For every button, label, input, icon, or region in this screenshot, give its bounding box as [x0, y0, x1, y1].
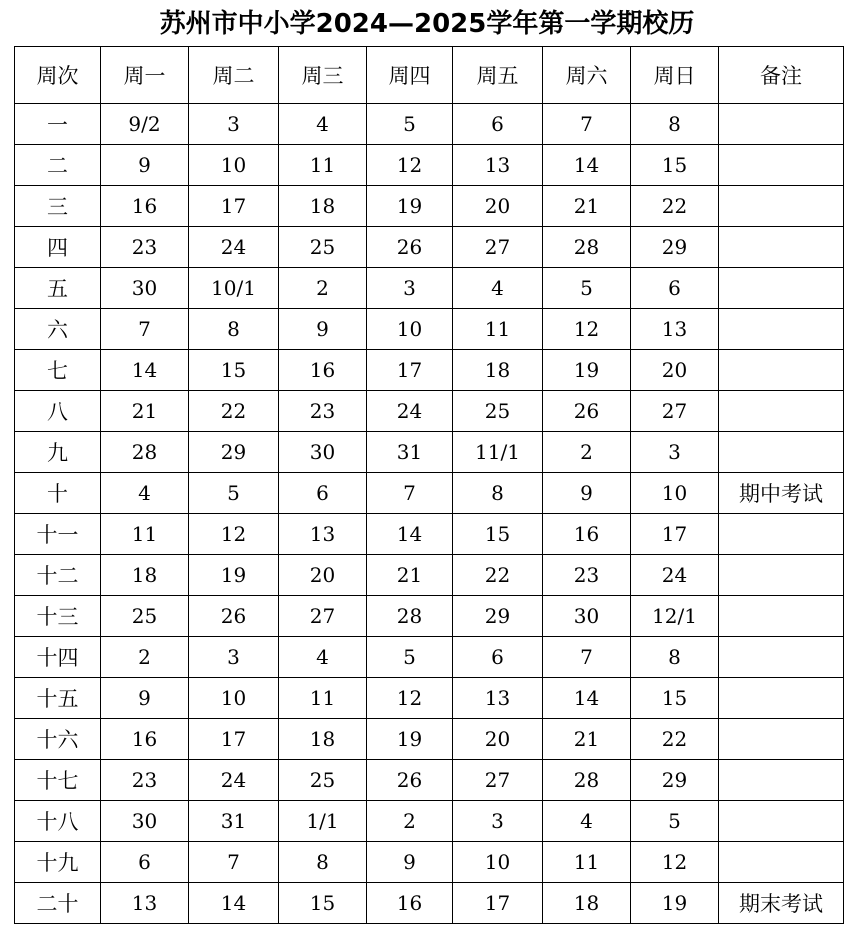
- header-thu: 周四: [367, 47, 453, 104]
- week-number-cell: 十二: [15, 555, 101, 596]
- week-number-cell: 九: [15, 432, 101, 473]
- date-cell-mon: 16: [101, 719, 189, 760]
- date-cell-mon: 11: [101, 514, 189, 555]
- table-row: [15, 350, 844, 391]
- date-cell-wed: 2: [279, 268, 367, 309]
- date-cell-sat: 28: [543, 227, 631, 268]
- date-cell-sat: 9: [543, 473, 631, 514]
- header-row: [15, 47, 844, 104]
- date-cell-sun: 17: [631, 514, 719, 555]
- week-number-cell: 十四: [15, 637, 101, 678]
- date-cell-fri: 18: [453, 350, 543, 391]
- date-cell-fri: 13: [453, 145, 543, 186]
- date-cell-tue: 29: [189, 432, 279, 473]
- calendar-title: 苏州市中小学2024—2025学年第一学期校历: [159, 9, 695, 39]
- date-cell-thu: 24: [367, 391, 453, 432]
- week-number-cell: 一: [15, 104, 101, 145]
- notes-cell: [719, 801, 844, 842]
- table-row: [15, 637, 844, 678]
- date-cell-sat: 21: [543, 719, 631, 760]
- date-cell-mon: 9: [101, 678, 189, 719]
- date-cell-sat: 18: [543, 883, 631, 924]
- table-row: [15, 719, 844, 760]
- week-number-cell: 七: [15, 350, 101, 391]
- date-cell-mon: 2: [101, 637, 189, 678]
- date-cell-thu: 26: [367, 760, 453, 801]
- date-cell-thu: 17: [367, 350, 453, 391]
- date-cell-tue: 3: [189, 104, 279, 145]
- date-cell-sun: 8: [631, 104, 719, 145]
- week-number-cell: 四: [15, 227, 101, 268]
- date-cell-tue: 17: [189, 186, 279, 227]
- notes-cell: [719, 309, 844, 350]
- table-row: [15, 760, 844, 801]
- date-cell-sat: 14: [543, 678, 631, 719]
- date-cell-wed: 20: [279, 555, 367, 596]
- date-cell-fri: 13: [453, 678, 543, 719]
- notes-cell: 期末考试: [719, 883, 844, 924]
- date-cell-thu: 7: [367, 473, 453, 514]
- date-cell-thu: 5: [367, 104, 453, 145]
- week-number-cell: 十五: [15, 678, 101, 719]
- week-number-cell: 十六: [15, 719, 101, 760]
- date-cell-fri: 4: [453, 268, 543, 309]
- date-cell-sun: 20: [631, 350, 719, 391]
- date-cell-mon: 4: [101, 473, 189, 514]
- notes-cell: [719, 391, 844, 432]
- date-cell-mon: 23: [101, 227, 189, 268]
- date-cell-tue: 5: [189, 473, 279, 514]
- date-cell-fri: 6: [453, 104, 543, 145]
- table-row: [15, 883, 844, 924]
- date-cell-wed: 18: [279, 719, 367, 760]
- date-cell-mon: 23: [101, 760, 189, 801]
- date-cell-wed: 6: [279, 473, 367, 514]
- date-cell-mon: 9/2: [101, 104, 189, 145]
- date-cell-thu: 9: [367, 842, 453, 883]
- date-cell-fri: 3: [453, 801, 543, 842]
- notes-cell: [719, 186, 844, 227]
- header-mon: 周一: [101, 47, 189, 104]
- date-cell-sat: 4: [543, 801, 631, 842]
- notes-cell: 期中考试: [719, 473, 844, 514]
- date-cell-fri: 11/1: [453, 432, 543, 473]
- table-row: [15, 432, 844, 473]
- notes-cell: [719, 104, 844, 145]
- date-cell-wed: 13: [279, 514, 367, 555]
- date-cell-sat: 5: [543, 268, 631, 309]
- week-number-cell: 十八: [15, 801, 101, 842]
- notes-cell: [719, 555, 844, 596]
- date-cell-fri: 17: [453, 883, 543, 924]
- date-cell-mon: 21: [101, 391, 189, 432]
- header-wed: 周三: [279, 47, 367, 104]
- date-cell-wed: 18: [279, 186, 367, 227]
- date-cell-sat: 30: [543, 596, 631, 637]
- calendar-body: [15, 104, 844, 924]
- date-cell-sun: 6: [631, 268, 719, 309]
- date-cell-sun: 29: [631, 227, 719, 268]
- date-cell-wed: 11: [279, 145, 367, 186]
- week-number-cell: 十: [15, 473, 101, 514]
- date-cell-mon: 28: [101, 432, 189, 473]
- date-cell-fri: 27: [453, 760, 543, 801]
- date-cell-fri: 11: [453, 309, 543, 350]
- date-cell-wed: 25: [279, 227, 367, 268]
- date-cell-thu: 19: [367, 186, 453, 227]
- week-number-cell: 十三: [15, 596, 101, 637]
- notes-cell: [719, 145, 844, 186]
- week-number-cell: 二: [15, 145, 101, 186]
- date-cell-tue: 7: [189, 842, 279, 883]
- table-row: [15, 678, 844, 719]
- date-cell-thu: 26: [367, 227, 453, 268]
- table-row: [15, 801, 844, 842]
- date-cell-wed: 1/1: [279, 801, 367, 842]
- date-cell-tue: 24: [189, 760, 279, 801]
- week-number-cell: 十九: [15, 842, 101, 883]
- date-cell-wed: 8: [279, 842, 367, 883]
- date-cell-mon: 25: [101, 596, 189, 637]
- date-cell-thu: 31: [367, 432, 453, 473]
- notes-cell: [719, 760, 844, 801]
- header-week: 周次: [15, 47, 101, 104]
- week-number-cell: 六: [15, 309, 101, 350]
- date-cell-tue: 22: [189, 391, 279, 432]
- notes-cell: [719, 432, 844, 473]
- date-cell-sun: 12/1: [631, 596, 719, 637]
- header-sat: 周六: [543, 47, 631, 104]
- date-cell-sat: 12: [543, 309, 631, 350]
- table-row: [15, 596, 844, 637]
- date-cell-sun: 15: [631, 145, 719, 186]
- date-cell-mon: 14: [101, 350, 189, 391]
- date-cell-thu: 16: [367, 883, 453, 924]
- date-cell-thu: 12: [367, 145, 453, 186]
- date-cell-mon: 30: [101, 268, 189, 309]
- date-cell-fri: 8: [453, 473, 543, 514]
- notes-cell: [719, 719, 844, 760]
- notes-cell: [719, 268, 844, 309]
- date-cell-tue: 10: [189, 678, 279, 719]
- date-cell-mon: 30: [101, 801, 189, 842]
- date-cell-sat: 14: [543, 145, 631, 186]
- date-cell-tue: 8: [189, 309, 279, 350]
- date-cell-sat: 19: [543, 350, 631, 391]
- date-cell-sun: 19: [631, 883, 719, 924]
- date-cell-thu: 5: [367, 637, 453, 678]
- date-cell-sun: 12: [631, 842, 719, 883]
- date-cell-thu: 12: [367, 678, 453, 719]
- date-cell-sat: 16: [543, 514, 631, 555]
- notes-cell: [719, 678, 844, 719]
- date-cell-sat: 28: [543, 760, 631, 801]
- date-cell-fri: 22: [453, 555, 543, 596]
- date-cell-tue: 3: [189, 637, 279, 678]
- week-number-cell: 十一: [15, 514, 101, 555]
- date-cell-thu: 28: [367, 596, 453, 637]
- date-cell-sun: 13: [631, 309, 719, 350]
- date-cell-fri: 15: [453, 514, 543, 555]
- date-cell-sun: 22: [631, 719, 719, 760]
- table-row: [15, 227, 844, 268]
- date-cell-wed: 4: [279, 637, 367, 678]
- date-cell-tue: 15: [189, 350, 279, 391]
- table-row: [15, 842, 844, 883]
- table-row: [15, 186, 844, 227]
- date-cell-fri: 6: [453, 637, 543, 678]
- table-row: [15, 391, 844, 432]
- date-cell-wed: 15: [279, 883, 367, 924]
- table-row: [15, 514, 844, 555]
- date-cell-thu: 14: [367, 514, 453, 555]
- date-cell-thu: 19: [367, 719, 453, 760]
- week-number-cell: 五: [15, 268, 101, 309]
- date-cell-wed: 25: [279, 760, 367, 801]
- date-cell-tue: 24: [189, 227, 279, 268]
- date-cell-sun: 15: [631, 678, 719, 719]
- date-cell-thu: 2: [367, 801, 453, 842]
- week-number-cell: 二十: [15, 883, 101, 924]
- date-cell-tue: 31: [189, 801, 279, 842]
- date-cell-fri: 29: [453, 596, 543, 637]
- notes-cell: [719, 227, 844, 268]
- date-cell-mon: 9: [101, 145, 189, 186]
- date-cell-mon: 13: [101, 883, 189, 924]
- notes-cell: [719, 596, 844, 637]
- date-cell-wed: 4: [279, 104, 367, 145]
- date-cell-sun: 22: [631, 186, 719, 227]
- date-cell-wed: 27: [279, 596, 367, 637]
- date-cell-wed: 9: [279, 309, 367, 350]
- date-cell-tue: 12: [189, 514, 279, 555]
- table-row: [15, 555, 844, 596]
- date-cell-sun: 10: [631, 473, 719, 514]
- date-cell-wed: 16: [279, 350, 367, 391]
- date-cell-sun: 3: [631, 432, 719, 473]
- date-cell-fri: 20: [453, 186, 543, 227]
- date-cell-wed: 23: [279, 391, 367, 432]
- date-cell-sun: 8: [631, 637, 719, 678]
- date-cell-tue: 19: [189, 555, 279, 596]
- date-cell-sat: 11: [543, 842, 631, 883]
- header-sun: 周日: [631, 47, 719, 104]
- notes-cell: [719, 350, 844, 391]
- date-cell-tue: 17: [189, 719, 279, 760]
- date-cell-fri: 20: [453, 719, 543, 760]
- date-cell-tue: 10/1: [189, 268, 279, 309]
- table-row: [15, 145, 844, 186]
- notes-cell: [719, 637, 844, 678]
- week-number-cell: 十七: [15, 760, 101, 801]
- table-row: [15, 104, 844, 145]
- date-cell-tue: 14: [189, 883, 279, 924]
- table-row: [15, 268, 844, 309]
- date-cell-sat: 2: [543, 432, 631, 473]
- date-cell-tue: 10: [189, 145, 279, 186]
- notes-cell: [719, 842, 844, 883]
- school-calendar-table: [14, 46, 844, 924]
- week-number-cell: 八: [15, 391, 101, 432]
- date-cell-sun: 27: [631, 391, 719, 432]
- date-cell-sat: 23: [543, 555, 631, 596]
- date-cell-mon: 7: [101, 309, 189, 350]
- notes-cell: [719, 514, 844, 555]
- date-cell-sat: 7: [543, 104, 631, 145]
- date-cell-thu: 21: [367, 555, 453, 596]
- table-row: [15, 473, 844, 514]
- date-cell-sun: 5: [631, 801, 719, 842]
- date-cell-wed: 11: [279, 678, 367, 719]
- date-cell-wed: 30: [279, 432, 367, 473]
- date-cell-tue: 26: [189, 596, 279, 637]
- date-cell-mon: 18: [101, 555, 189, 596]
- header-tue: 周二: [189, 47, 279, 104]
- date-cell-sat: 21: [543, 186, 631, 227]
- date-cell-mon: 6: [101, 842, 189, 883]
- date-cell-thu: 3: [367, 268, 453, 309]
- date-cell-sat: 7: [543, 637, 631, 678]
- header-notes: 备注: [719, 47, 844, 104]
- date-cell-fri: 10: [453, 842, 543, 883]
- date-cell-fri: 27: [453, 227, 543, 268]
- date-cell-fri: 25: [453, 391, 543, 432]
- header-fri: 周五: [453, 47, 543, 104]
- date-cell-sat: 26: [543, 391, 631, 432]
- date-cell-sun: 24: [631, 555, 719, 596]
- date-cell-mon: 16: [101, 186, 189, 227]
- date-cell-sun: 29: [631, 760, 719, 801]
- date-cell-thu: 10: [367, 309, 453, 350]
- table-row: [15, 309, 844, 350]
- week-number-cell: 三: [15, 186, 101, 227]
